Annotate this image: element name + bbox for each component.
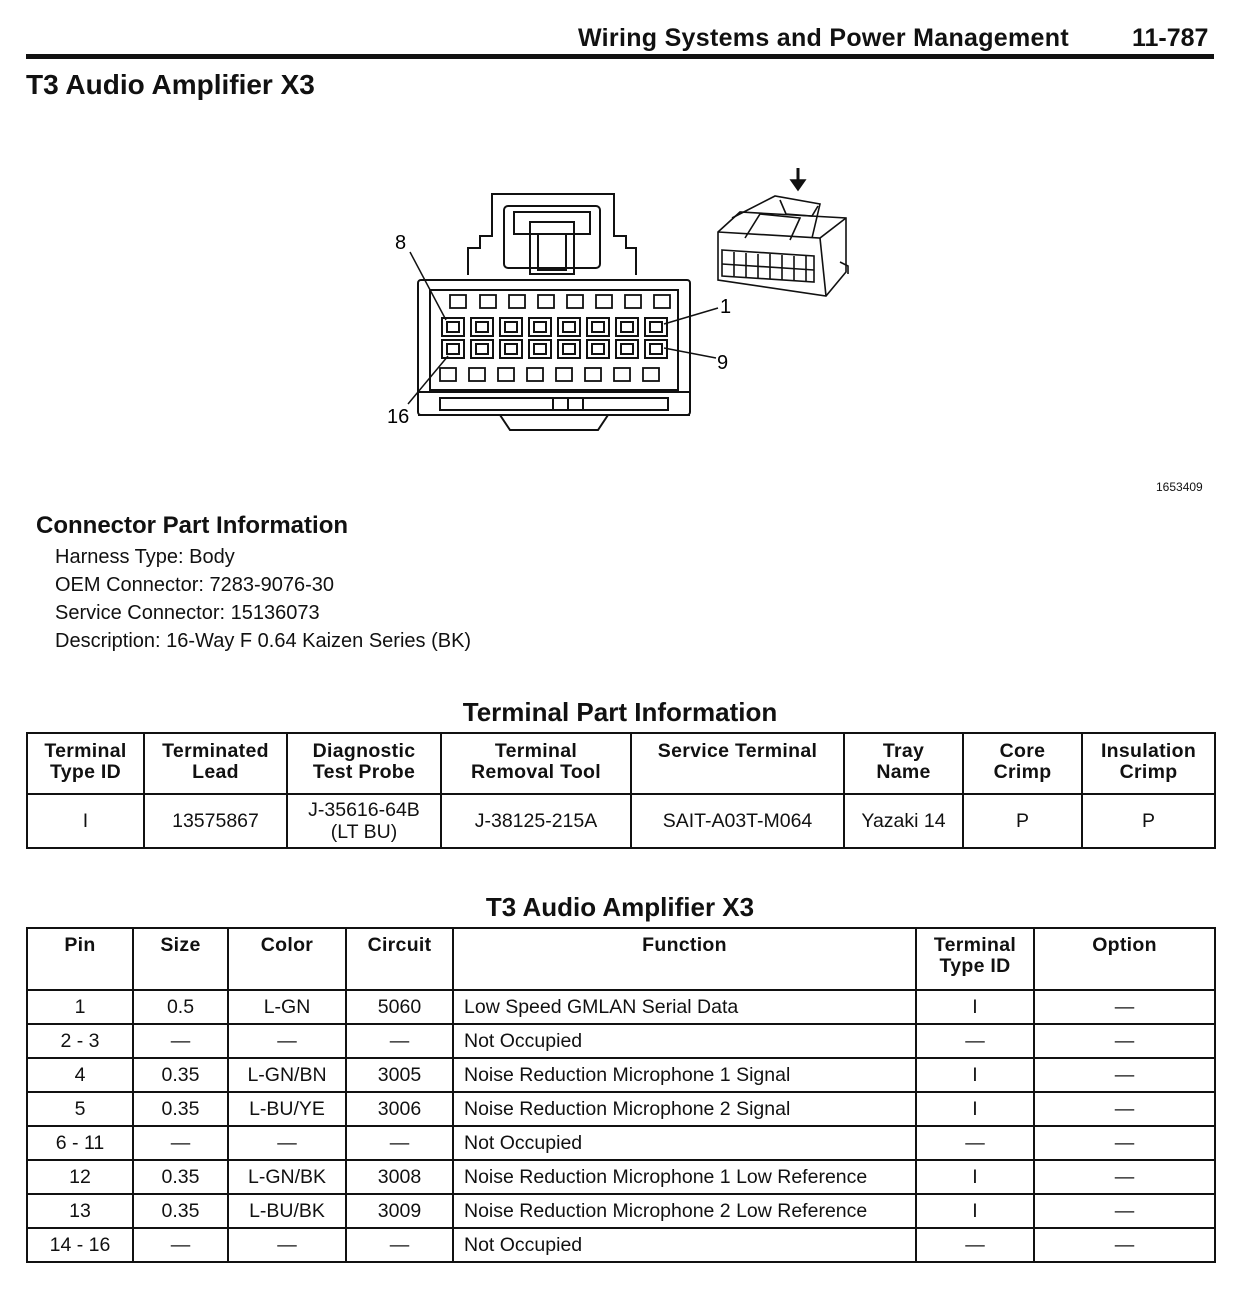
header-circuit: Circuit: [346, 928, 453, 990]
cell-diagnostic-test-probe: J-35616-64B (LT BU): [287, 794, 441, 848]
cell-option: —: [1034, 1228, 1215, 1262]
table-row: [27, 1194, 1215, 1228]
connector-face-outline: [418, 194, 690, 430]
cell-terminal-type-id: I: [916, 990, 1034, 1024]
table-row: [27, 1228, 1215, 1262]
cell-pin: 2 - 3: [27, 1024, 133, 1058]
cell-terminal-type-id: I: [27, 794, 144, 848]
header-diagnostic-test-probe: Diagnostic Test Probe: [287, 733, 441, 794]
upper-lock-row: [450, 295, 670, 308]
cell-function: Noise Reduction Microphone 1 Signal: [453, 1058, 916, 1092]
pin-label-8: 8: [395, 232, 407, 254]
cell-pin: 6 - 11: [27, 1126, 133, 1160]
pin-label-1: 1: [720, 296, 732, 318]
cell-function: Not Occupied: [453, 1024, 916, 1058]
cell-terminal-type-id: I: [916, 1092, 1034, 1126]
cell-option: —: [1034, 1058, 1215, 1092]
description-line: Description: 16-Way F 0.64 Kaizen Series (BK): [55, 630, 472, 652]
cell-circuit: 3005: [346, 1058, 453, 1092]
header-color: Color: [228, 928, 346, 990]
header-core-crimp: Core Crimp: [963, 733, 1082, 794]
cell-size: 0.35: [133, 1194, 228, 1228]
pin-table: [26, 927, 1216, 1263]
table-row: [27, 1126, 1215, 1160]
pin-cavities: [442, 318, 667, 358]
figure-id: 1653409: [1156, 480, 1203, 494]
header-size: Size: [133, 928, 228, 990]
pin-header-row: [27, 928, 1215, 990]
cell-terminal-removal-tool: J-38125-215A: [441, 794, 631, 848]
cell-option: —: [1034, 1160, 1215, 1194]
connector-diagram: [370, 160, 870, 440]
cell-tray-name: Yazaki 14: [844, 794, 963, 848]
header-tray-name: Tray Name: [844, 733, 963, 794]
cell-function: Noise Reduction Microphone 2 Low Reference: [453, 1194, 916, 1228]
cell-function: Not Occupied: [453, 1228, 916, 1262]
cell-size: —: [133, 1228, 228, 1262]
cell-pin: 12: [27, 1160, 133, 1194]
connector-iso-view: [718, 168, 848, 296]
cell-terminated-lead: 13575867: [144, 794, 287, 848]
cell-size: 0.35: [133, 1092, 228, 1126]
cell-size: 0.5: [133, 990, 228, 1024]
cell-circuit: —: [346, 1126, 453, 1160]
pin-label-9: 9: [717, 352, 729, 374]
terminal-part-info-table: [26, 732, 1216, 849]
terminal-header-row: [27, 733, 1215, 794]
page-title: T3 Audio Amplifier X3: [26, 69, 315, 100]
pin-table-title: T3 Audio Amplifier X3: [485, 892, 755, 922]
header-page-number: 11-787: [1132, 24, 1209, 52]
oem-connector-line: OEM Connector: 7283-9076-30: [55, 574, 335, 596]
cell-color: —: [228, 1228, 346, 1262]
cell-terminal-type-id: I: [916, 1160, 1034, 1194]
cell-circuit: 5060: [346, 990, 453, 1024]
terminal-part-info-title: Terminal Part Information: [462, 697, 778, 727]
cell-service-terminal: SAIT-A03T-M064: [631, 794, 844, 848]
table-row: [27, 1058, 1215, 1092]
cell-terminal-type-id: I: [916, 1058, 1034, 1092]
header-option: Option: [1034, 928, 1215, 990]
header-terminated-lead: Terminated Lead: [144, 733, 287, 794]
cell-option: —: [1034, 1092, 1215, 1126]
cell-terminal-type-id: —: [916, 1126, 1034, 1160]
cell-function: Noise Reduction Microphone 2 Signal: [453, 1092, 916, 1126]
terminal-data-row: [27, 794, 1215, 848]
header-pin: Pin: [27, 928, 133, 990]
cell-option: —: [1034, 1194, 1215, 1228]
cell-color: L-BU/BK: [228, 1194, 346, 1228]
cell-core-crimp: P: [963, 794, 1082, 848]
cell-circuit: 3008: [346, 1160, 453, 1194]
cell-pin: 14 - 16: [27, 1228, 133, 1262]
cell-size: —: [133, 1024, 228, 1058]
cell-terminal-type-id: —: [916, 1024, 1034, 1058]
header-function: Function: [453, 928, 916, 990]
header-terminal-removal-tool: Terminal Removal Tool: [441, 733, 631, 794]
cell-color: —: [228, 1126, 346, 1160]
cell-size: 0.35: [133, 1160, 228, 1194]
cell-function: Not Occupied: [453, 1126, 916, 1160]
lower-lock-row: [440, 368, 659, 381]
connector-part-info-heading: Connector Part Information: [36, 512, 349, 539]
table-row: [27, 1024, 1215, 1058]
cell-function: Noise Reduction Microphone 1 Low Reference: [453, 1160, 916, 1194]
cell-color: L-GN/BK: [228, 1160, 346, 1194]
cell-pin: 1: [27, 990, 133, 1024]
header-section-title: Wiring Systems and Power Management: [578, 24, 1069, 52]
cell-insulation-crimp: P: [1082, 794, 1215, 848]
cell-size: 0.35: [133, 1058, 228, 1092]
cell-terminal-type-id: —: [916, 1228, 1034, 1262]
cell-terminal-type-id: I: [916, 1194, 1034, 1228]
header-insulation-crimp: Insulation Crimp: [1082, 733, 1215, 794]
cell-pin: 5: [27, 1092, 133, 1126]
cell-option: —: [1034, 1126, 1215, 1160]
cell-circuit: —: [346, 1228, 453, 1262]
cell-color: L-GN: [228, 990, 346, 1024]
header-terminal-type-id: Terminal Type ID: [27, 733, 144, 794]
cell-circuit: 3009: [346, 1194, 453, 1228]
cell-option: —: [1034, 1024, 1215, 1058]
pin-label-16: 16: [387, 406, 410, 428]
table-row: [27, 1160, 1215, 1194]
cell-circuit: —: [346, 1024, 453, 1058]
cell-color: —: [228, 1024, 346, 1058]
cell-function: Low Speed GMLAN Serial Data: [453, 990, 916, 1024]
cell-size: —: [133, 1126, 228, 1160]
header-service-terminal: Service Terminal: [631, 733, 844, 794]
cell-pin: 13: [27, 1194, 133, 1228]
cell-circuit: 3006: [346, 1092, 453, 1126]
table-row: [27, 990, 1215, 1024]
header-rule: [26, 54, 1214, 59]
harness-type-line: Harness Type: Body: [55, 546, 235, 568]
cell-color: L-BU/YE: [228, 1092, 346, 1126]
cell-color: L-GN/BN: [228, 1058, 346, 1092]
cell-pin: 4: [27, 1058, 133, 1092]
table-row: [27, 1092, 1215, 1126]
service-connector-line: Service Connector: 15136073: [55, 602, 320, 624]
cell-option: —: [1034, 990, 1215, 1024]
header-terminal-type-id: Terminal Type ID: [916, 928, 1034, 990]
